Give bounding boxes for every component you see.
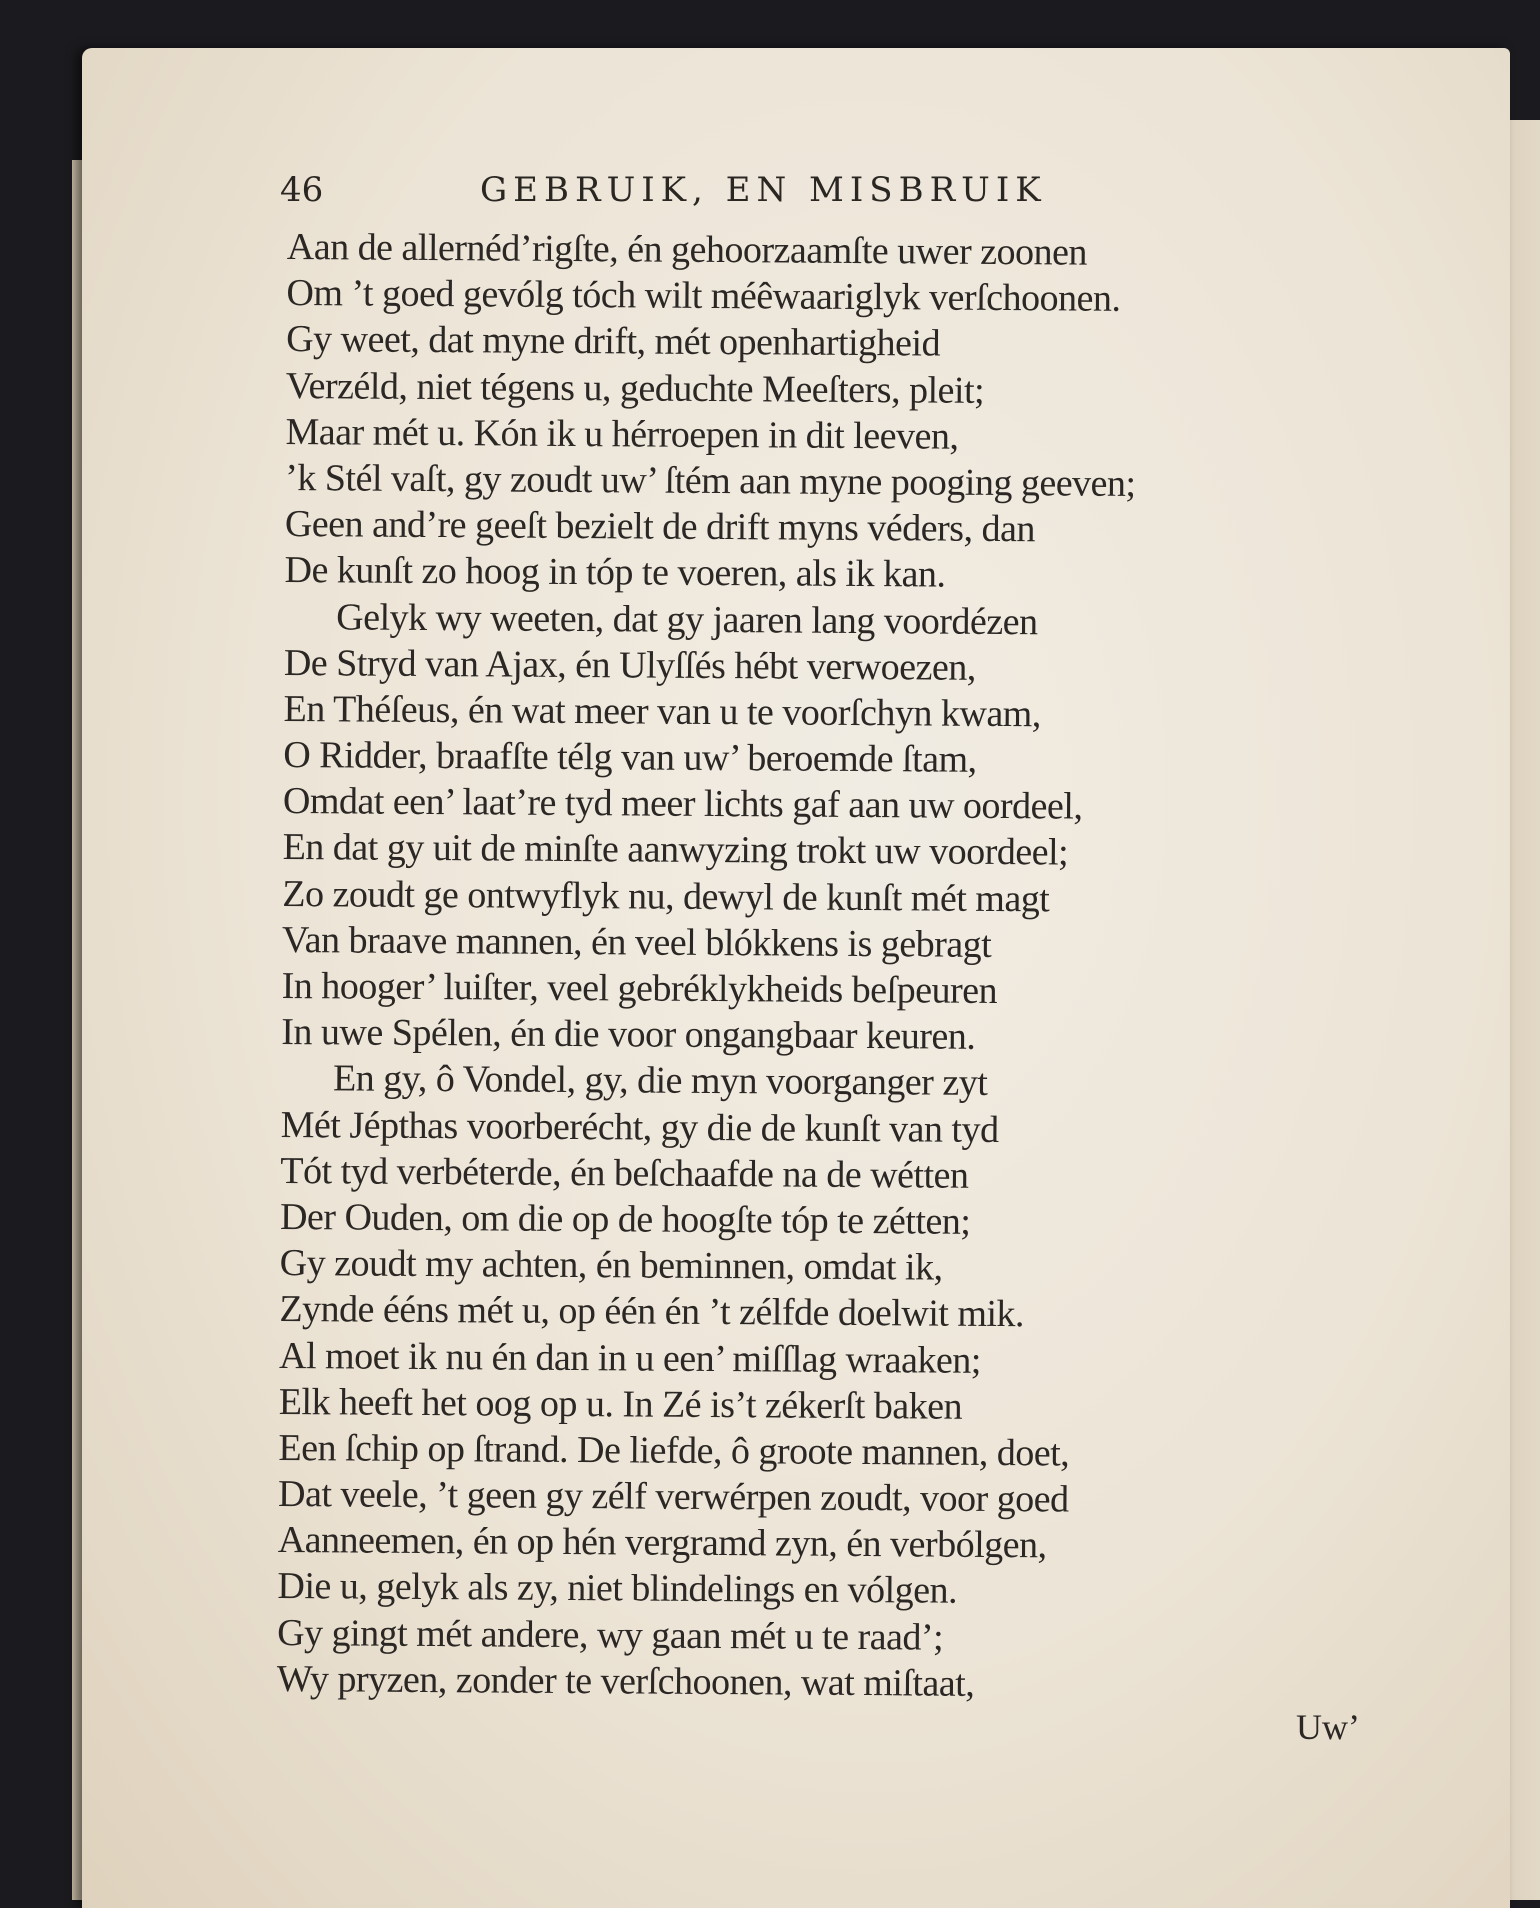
verse-line: Gelyk wy weeten, dat gy jaaren lang voordézen: [336, 595, 1038, 643]
verse-line: ’k Stél vaſt, gy zoudt uw’ ſtém aan myne pooging geeven;: [285, 456, 1136, 505]
verse-line: Een ſchip op ſtrand. De liefde, ô groote mannen, doet,: [278, 1426, 1070, 1475]
verse-line: Gy zoudt my achten, én beminnen, omdat ik,: [279, 1242, 943, 1289]
verse-line: Gy weet, dat myne drift, mét openhartigheid: [286, 318, 941, 365]
verse-line: Zynde ééns mét u, op één én ’t zélfde doelwit mik.: [279, 1288, 1025, 1336]
verse-line: Omdat een’ laat’re tyd meer lichts gaf aan uw oordeel,: [282, 780, 1083, 828]
verse-line: Aan de allernéd’rigſte, én gehoorzaamſte uwer zoonen: [286, 225, 1088, 274]
verse-line: Dat veele, ’t geen gy zélf verwérpen zoudt, voor goed: [277, 1473, 1069, 1521]
verse-line: In hooger’ luiſter, veel gebréklykheids beſpeuren: [281, 964, 998, 1012]
verse-line: Elk heeft het oog op u. In Zé is’t zékerſt baken: [278, 1380, 963, 1428]
verse-line: Maar mét u. Kón ik u hérroepen in dit leeven,: [285, 410, 959, 458]
verse-line: Zo zoudt ge ontwyflyk nu, dewyl de kunſt mét magt: [282, 872, 1050, 920]
verse-line: Gy gingt mét andere, wy gaan mét u te raad’;: [277, 1611, 944, 1659]
verse-line: Verzéld, niet tégens u, geduchte Meeſters, pleit;: [285, 364, 985, 412]
verse-line: Die u, gelyk als zy, niet blindelings en vólgen.: [277, 1565, 958, 1613]
verse-line: Al moet ik nu én dan in u een’ miſſlag wraaken;: [278, 1334, 982, 1382]
verse-line: En Théſeus, én wat meer van u te voorſchyn kwam,: [283, 687, 1041, 736]
catchword: Uw’: [1296, 1707, 1360, 1747]
verse-line: De kunſt zo hoog in tóp te voeren, als ik kan.: [284, 549, 946, 596]
verse-line: En gy, ô Vondel, gy, die myn voorganger zyt: [332, 1057, 988, 1105]
page-header: [280, 170, 1220, 220]
verse-line: Aanneemen, én op hén vergramd zyn, én verbólgen,: [277, 1519, 1047, 1567]
verse-line: Mét Jépthas voorberécht, gy die de kunſt van tyd: [280, 1103, 999, 1151]
verse-line: Der Ouden, om die op de hoogſte tóp te zétten;: [279, 1195, 971, 1243]
verse-line: De Stryd van Ajax, én Ulyſſés hébt verwoezen,: [283, 641, 976, 689]
verse-text: [277, 224, 1327, 1709]
verse-line: Tót tyd verbéterde, én beſchaafde na de wétten: [280, 1149, 969, 1197]
verse-line: Wy pryzen, zonder te verſchoonen, wat miſtaat,: [276, 1657, 975, 1705]
running-title: GEBRUIK, EN MISBRUIK: [480, 170, 1047, 210]
verse-line: Om ’t goed gevólg tóch wilt méêwaariglyk verſchoonen.: [286, 272, 1121, 321]
verse-line: Van braave mannen, én veel blókkens is gebragt: [281, 918, 992, 966]
verse-line: O Ridder, braafſte télg van uw’ beroemde ſtam,: [283, 734, 977, 781]
page-number: 46: [280, 170, 324, 210]
verse-line: In uwe Spélen, én die voor ongangbaar keuren.: [281, 1011, 976, 1059]
verse-line: En dat gy uit de minſte aanwyzing trokt uw voordeel;: [282, 826, 1069, 874]
verse-line: Geen and’re geeſt bezielt de drift myns véders, dan: [284, 503, 1036, 551]
